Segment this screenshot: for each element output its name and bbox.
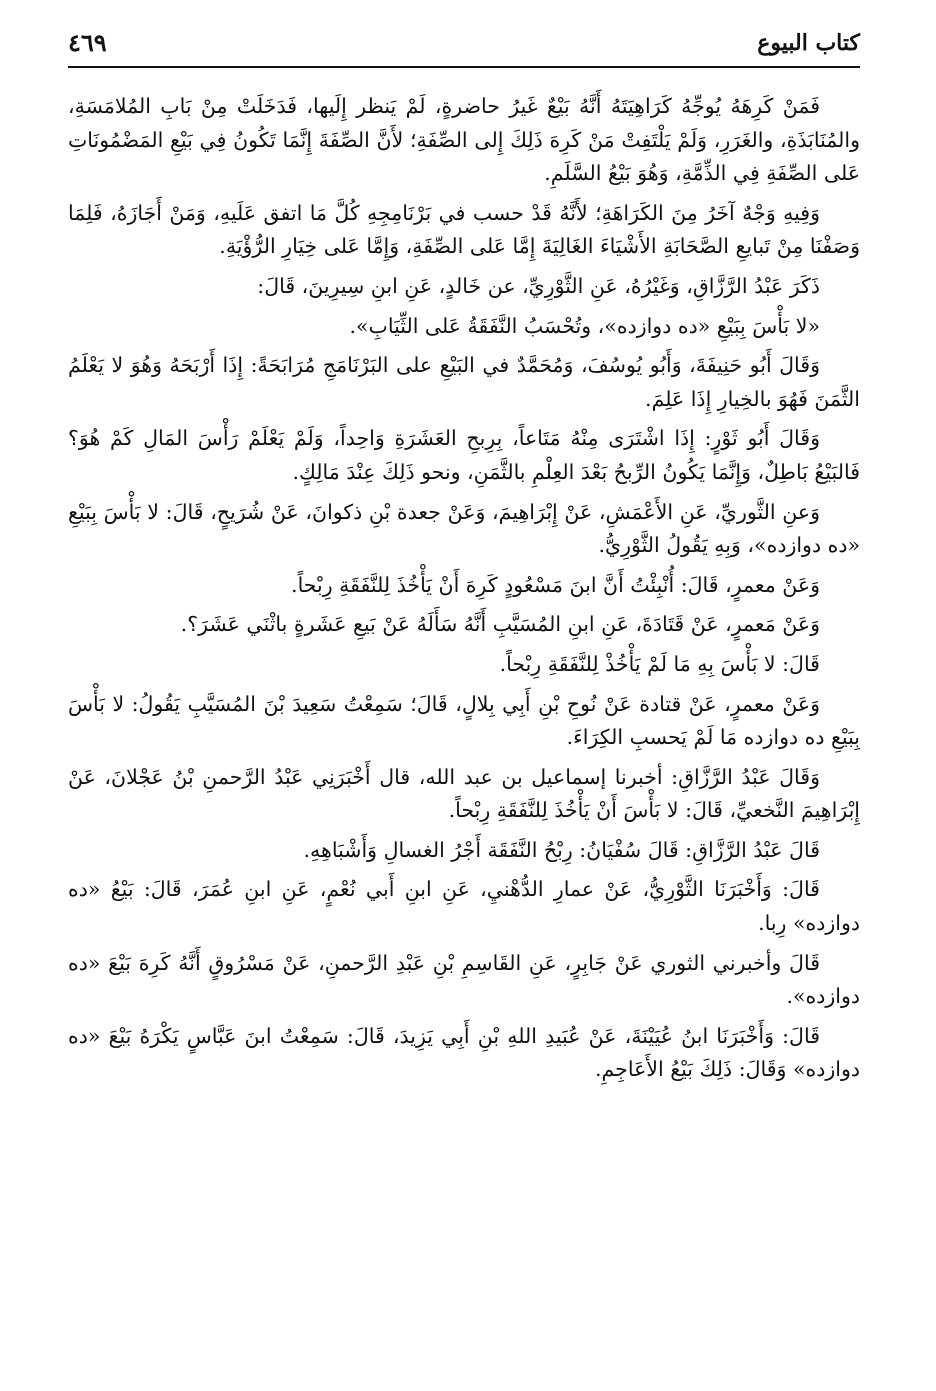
paragraph: وَقَالَ أَبُو ثَوْرٍ: إِذَا اشْتَرَى مِنْهُ مَتَاعاً، بِرِبحِ العَشَرَةِ وَاحِداً، وَلَمْ يَعْلَمْ رَأْسَ المَالِ كَمْ هُوَ؟ فَالبَيْعُ بَاطِلٌ، وَإِنَّمَا يَكُونُ الرِّبحُ بَعْدَ العِلْمِ بالثَّمَنِ، ونحو ذَلِكَ عِنْدَ مَالِكٍ. xyxy=(68,426,860,484)
paragraph: قَالَ: وَأَخْبَرَنَا ابنُ عُيَيْنَةَ، عَنْ عُبَيدِ اللهِ بْنِ أَبِي يَزِيدَ، قَالَ: سَمِعْتُ ابنَ عَبَّاسٍ يَكْرَهُ بَيْعَ «ده دوازده» وَقَالَ: ذَلِكَ بَيْعُ الأَعَاجِمِ. xyxy=(68,1023,860,1082)
paragraph: وَقَالَ عَبْدُ الرَّزَّاقِ: أخبرنا إسماعيل بن عبد الله، قال أَخْبَرَنِي عَبْدُ الرَّحمنِ بْنُ عَجْلانَ، عَنْ إِبْرَاهِيمَ النَّخعيِّ، قَالَ: لا بَأْسَ أَنْ يَأْخُذَ لِلنَّفَقَةِ رِبْحاً. xyxy=(68,764,860,823)
paragraph: فَمَنْ كَرِهَهُ يُوجِّهُ كَرَاهِيَتَهُ أَنَّهُ بَيْعٌ غَيرُ حاضرةٍ، لَمْ يَنظر إِلَيها، فَدَخَلَتْ مِنْ بَابِ المُلامَسَةِ، والمُنَابَذَةِ، والغَرَرِ، وَلَمْ يَلْتَفِتْ مَنْ كَرِهَ ذَلِكَ إِلى الصِّفَةِ؛ لأَنَّ الصِّفَةَ إِنَّمَا تَكُونُ فِي بَيْعِ المَضْمُونَاتِ عَلى الصِّفَةِ فِي الذِّمَّةِ، وَهُوَ بَيْعُ السَّلَمِ. xyxy=(68,94,860,186)
paragraph: قَالَ وأخبرني الثوري عَنْ جَابِرٍ، عَنِ القَاسِمِ بْنِ عَبْدِ الرَّحمنِ، عَنْ مَسْرُوقٍ أَنَّهُ كَرِهَ بَيْعَ «ده دوازده». xyxy=(68,950,860,1009)
paragraph: ذَكَرَ عَبْدُ الرَّزَّاقِ، وَغَيْرُهُ، عَنِ الثَّوْرِيِّ، عن خَالدٍ، عَنِ ابنِ سِيرِينَ، قَالَ: xyxy=(257,273,820,298)
paragraph: وَعَنْ معمرٍ، عَنْ قتادة عَنْ نُوحِ بْنِ أَبِي بِلالٍ، قَالَ؛ سَمِعْتُ سَعِيدَ بْنَ المُسَيَّبِ يَقُولُ: لا بَأْسَ بِبَيْعِ ده دوازده مَا لَمْ يَحسبِ الكِرَاءَ. xyxy=(68,691,860,750)
header-rule xyxy=(68,66,860,68)
paragraph: وَعَنْ مَعمرٍ، عَنْ قَتَادَةَ، عَنِ ابنِ المُسَيَّبِ أَنَّهُ سَأَلَهُ عَنْ بَيعِ عَشَرةٍ باثْنَي عَشَرَ؟. xyxy=(180,612,820,637)
body-text xyxy=(68,90,860,1093)
paragraph: وَعنِ الثَّوريِّ، عَنِ الأَعْمَشِ، عَنْ إِبْرَاهِيمَ، وَعَنْ جعدة بْنِ ذكوانَ، عَنْ شُرَيحٍ، قَالَ: لا بَأْسَ بِبَيْعِ «ده دوازده»، وَبِهِ يَقُولُ الثَّوْرِيُّ. xyxy=(68,499,860,558)
paragraph: قَالَ عَبْدُ الرَّزَّاقِ: قَالَ سُفْيَانُ: رِبْحُ النَّفَقَة أَجْرُ الغسالِ وَأَشْبَاهِهِ. xyxy=(303,837,820,862)
page-header xyxy=(68,28,860,68)
paragraph: «لا بَأْسَ بِبَيْعِ «ده دوازده»، وتُحْسَبُ النَّفَقَةُ عَلى الثِّيَابِ». xyxy=(349,313,820,338)
paragraph: وَقَالَ أَبُو حَنِيفَةَ، وَأَبُو يُوسُفَ، وَمُحَمَّدٌ في البَيْعِ على البَرْنَامَجِ مُرَابَحَةً: إِذَا أَرْبَحَهُ وَهُوَ لا يَعْلَمُ الثَّمَنَ فَهُوَ بالخِيارِ إِذَا عَلِمَ. xyxy=(68,353,860,411)
paragraph: وَفِيهِ وَجْهٌ آخَرُ مِنَ الكَرَاهَةِ؛ لأَنَّهُ قَدْ حسب في بَرْنَامِجِهِ كُلَّ مَا اتفق عَلَيهِ، وَمَنْ أَجَازَهُ، فَلِمَا وَصَفْنَا مِنْ تَبايعِ الصَّحَابَةِ الأَشْيَاءَ الغَالِيَةَ إِمَّا عَلى الصِّفَةِ، وَإِمَّا عَلى خِيَارِ الرُّؤْيَةِ. xyxy=(68,200,860,259)
page-number: ٤٦٩ xyxy=(68,28,107,57)
paragraph: قَالَ: وَأَخْبَرَنَا الثَّوْرِيُّ، عَنْ عمارِ الدُّهْنيِ، عَنِ ابنِ أَبي نُعْمٍ، عَنِ ابنِ عُمَرَ، قَالَ: بَيْعُ «ده دوازده» رِبا. xyxy=(68,877,860,936)
paragraph: وَعَنْ معمرٍ، قَالَ: أُنْبِئْتُ أَنَّ ابنَ مَسْعُودٍ كَرِهَ أَنْ يَأْخُذَ لِلنَّفَقَةِ رِبْحاً. xyxy=(291,572,820,597)
running-head-title: كتاب البيوع xyxy=(757,30,860,56)
paragraph: قَالَ: لا بَأْسَ بِهِ مَا لَمْ يَأْخُذْ لِلنَّفَقَةِ رِبْحاً. xyxy=(499,651,820,676)
